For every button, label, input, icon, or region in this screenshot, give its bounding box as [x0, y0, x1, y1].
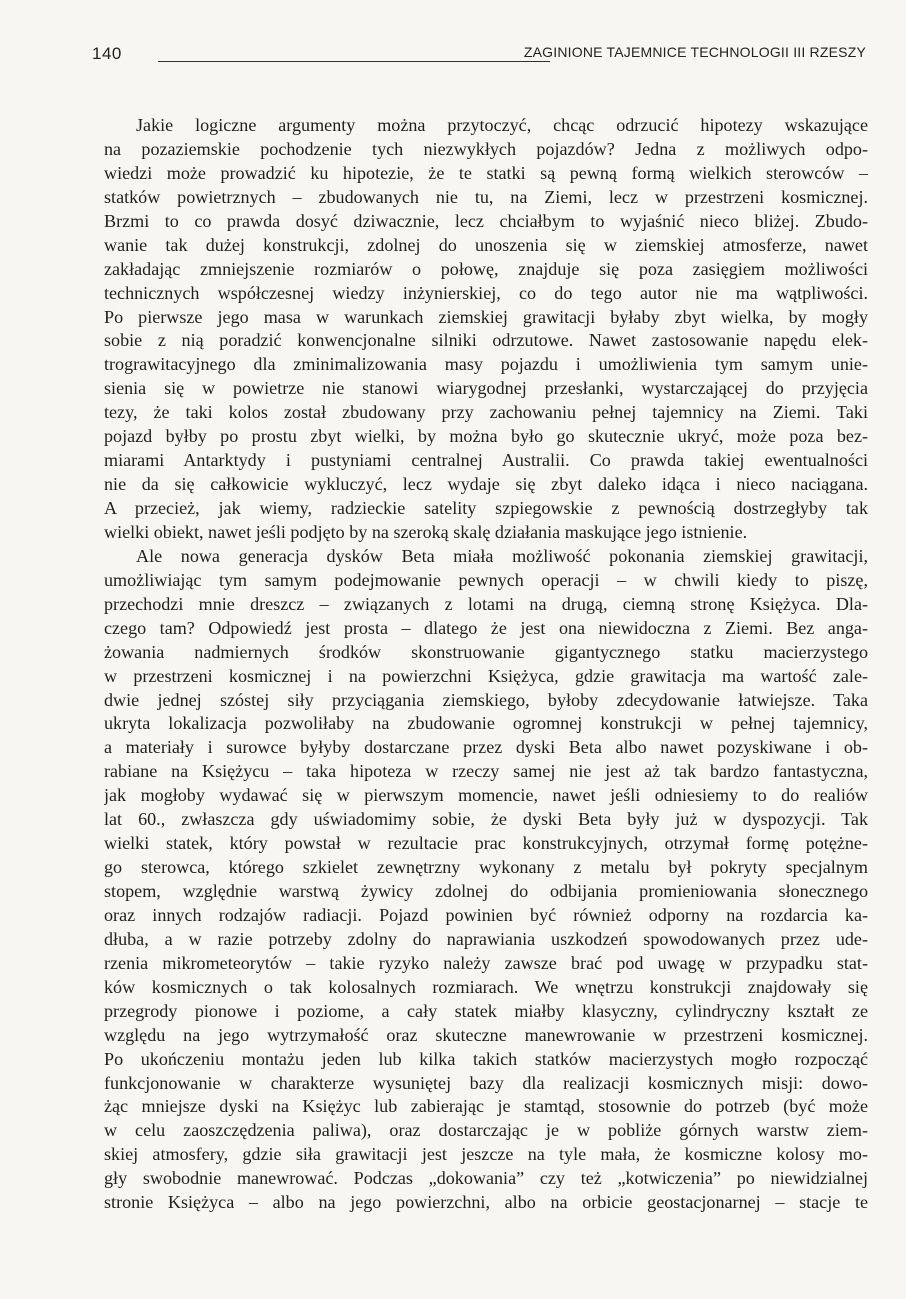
header-rule	[158, 61, 550, 62]
text-line: tezy, że taki kolos został zbudowany przy zachowaniu pełnej tajemnicy na Ziemi. Taki	[104, 402, 868, 423]
text-line: lat 60., zwłaszcza gdy uświadomimy sobie, że dyski Beta były już w dyspozycji. Tak	[104, 809, 868, 830]
text-line: statków powietrznych – zbudowanych nie tu, na Ziemi, lecz w przestrzeni kosmicznej.	[104, 186, 868, 207]
text-line: przechodzi mnie dreszcz – związanych z lotami na drugą, ciemną stronę Księżyca. Dla-	[104, 593, 868, 614]
page-header	[92, 42, 866, 66]
text-line: żąc mniejsze dyski na Księżyc lub zabierając je stamtąd, stosownie do potrzeb (być może	[104, 1096, 868, 1117]
paragraph	[104, 545, 868, 1215]
text-line: w celu zaoszczędzenia paliwa), oraz dostarczając je w pobliże górnych warstw ziem-	[104, 1120, 868, 1141]
text-line: Po pierwsze jego masa w warunkach ziemskiej grawitacji byłaby zbyt wielka, by mogły	[104, 306, 868, 327]
text-line: ukryta lokalizacja pozwoliłaby na zbudowanie ogromnej konstrukcji w pełnej tajemnicy,	[104, 713, 868, 734]
text-line: Ale nowa generacja dysków Beta miała możliwość pokonania ziemskiej grawitacji,	[136, 545, 868, 566]
text-line: gły swobodnie manewrować. Podczas „dokowania” czy też „kotwiczenia” po niewidzialnej	[104, 1168, 868, 1189]
text-line: Jakie logiczne argumenty można przytoczyć, chcąc odrzucić hipotezy wskazujące	[136, 115, 868, 135]
text-line: stronie Księżyca – albo na jego powierzchni, albo na orbicie geostacjonarnej – stacje te	[104, 1192, 868, 1213]
text-line: na pozaziemskie pochodzenie tych niezwykłych pojazdów? Jedna z możliwych odpo-	[104, 138, 868, 159]
text-line: czego tam? Odpowiedź jest prosta – dlatego że jest ona niewidoczna z Ziemi. Bez anga-	[104, 617, 868, 638]
text-line: A przecież, jak wiemy, radzieckie satelity szpiegowskie z pewnością dostrzegłyby tak	[104, 498, 868, 518]
body-text	[104, 114, 868, 1215]
text-line: stopem, względnie warstwą żywicy zdolnej do odbijania promieniowania słonecznego	[104, 881, 868, 901]
text-line: w przestrzeni kosmicznej i na powierzchni Księżyca, gdzie grawitacja ma wartość zale-	[104, 665, 868, 686]
text-line: rzenia mikrometeorytów – takie ryzyko należy zawsze brać pod uwagę w przypadku stat-	[104, 952, 868, 973]
text-line: a materiały i surowce byłyby dostarczane przez dyski Beta albo nawet pozyskiwane i ob-	[104, 737, 868, 758]
text-line: sobie z nią poradzić konwencjonalne silniki odrzutowe. Nawet zastosowanie napędu elek-	[104, 330, 868, 351]
text-line: funkcjonowanie w charakterze wysuniętej bazy dla realizacji kosmicznych misji: dowo-	[104, 1072, 868, 1093]
running-title: ZAGINIONE TAJEMNICE TECHNOLOGII III RZESZY	[523, 44, 866, 60]
text-line: wielki statek, który powstał w rezultacie prac konstrukcyjnych, otrzymał formę potężne-	[104, 833, 868, 854]
text-line: wielki obiekt, nawet jeśli podjęto by na szeroką skalę działania maskujące jego istnienie.	[104, 521, 748, 542]
page-number: 140	[92, 44, 122, 63]
text-line: żowania nadmiernych środków skonstruowanie gigantycznego statku macierzystego	[104, 641, 868, 662]
text-line: jak mogłoby wydawać się w pierwszym momencie, nawet jeśli odniesiemy to do realiów	[104, 785, 868, 806]
text-line: Po ukończeniu montażu jeden lub kilka takich statków macierzystych mogło rozpocząć	[104, 1048, 868, 1069]
text-line: względu na jego wytrzymałość oraz skuteczne manewrowanie w przestrzeni kosmicznej.	[104, 1024, 868, 1045]
text-line: umożliwiając tym samym podejmowanie pewnych operacji – w chwili kiedy to piszę,	[104, 569, 868, 590]
text-line: technicznych współczesnej wiedzy inżynierskiej, co do tego autor nie ma wątpliwości.	[104, 282, 868, 303]
paragraph	[104, 114, 868, 545]
text-line: Brzmi to co prawda dosyć dziwacznie, lecz chciałbym to wyjaśnić nieco bliżej. Zbudo-	[104, 210, 868, 231]
text-line: dłuba, a w razie potrzeby zdolny do naprawiania uszkodzeń spowodowanych przez ude-	[104, 928, 868, 949]
text-line: trograwitacyjnego dla zminimalizowania masy pojazdu i umożliwienia tym samym unie-	[104, 354, 868, 375]
text-line: go sterowca, którego szkielet zewnętrzny wykonany z metalu był pokryty specjalnym	[104, 857, 868, 878]
text-line: miarami Antarktydy i pustyniami centralnej Australii. Co prawda takiej ewentualności	[104, 450, 868, 471]
text-line: skiej atmosfery, gdzie siła grawitacji jest jeszcze na tyle mała, że kosmiczne kolosy mo-	[104, 1144, 868, 1165]
text-line: wiedzi może prowadzić ku hipotezie, że te statki są pewną formą wielkich sterowców –	[104, 162, 868, 183]
text-line: ków kosmicznych o tak kolosalnych rozmiarach. We wnętrzu konstrukcji znajdowały się	[104, 976, 868, 997]
text-line: rabiane na Księżycu – taka hipoteza w rzeczy samej nie jest aż tak bardzo fantastyczna,	[104, 761, 868, 782]
text-line: oraz innych rodzajów radiacji. Pojazd powinien być również odporny na rozdarcia ka-	[104, 904, 868, 925]
text-line: nie da się całkowicie wykluczyć, lecz wydaje się zbyt daleko idąca i nieco naciągana.	[104, 474, 868, 495]
text-line: dwie jednej szóstej siły przyciągania ziemskiego, byłoby zdecydowanie łatwiejsze. Taka	[104, 689, 868, 710]
text-line: zakładając zmniejszenie rozmiarów o połowę, znajduje się poza zasięgiem możliwości	[104, 258, 868, 279]
text-line: przegrody pionowe i poziome, a cały statek miałby klasyczny, cylindryczny kształt ze	[104, 1000, 868, 1021]
text-line: pojazd byłby po prostu zbyt wielki, by można było go skutecznie ukryć, może poza bez-	[104, 426, 868, 447]
text-line: wanie tak dużej konstrukcji, zdolnej do unoszenia się w ziemskiej atmosferze, nawet	[104, 234, 868, 255]
text-line: sienia się w powietrze nie stanowi wiarygodnej przesłanki, wystarczającej do przyjęcia	[104, 378, 868, 399]
